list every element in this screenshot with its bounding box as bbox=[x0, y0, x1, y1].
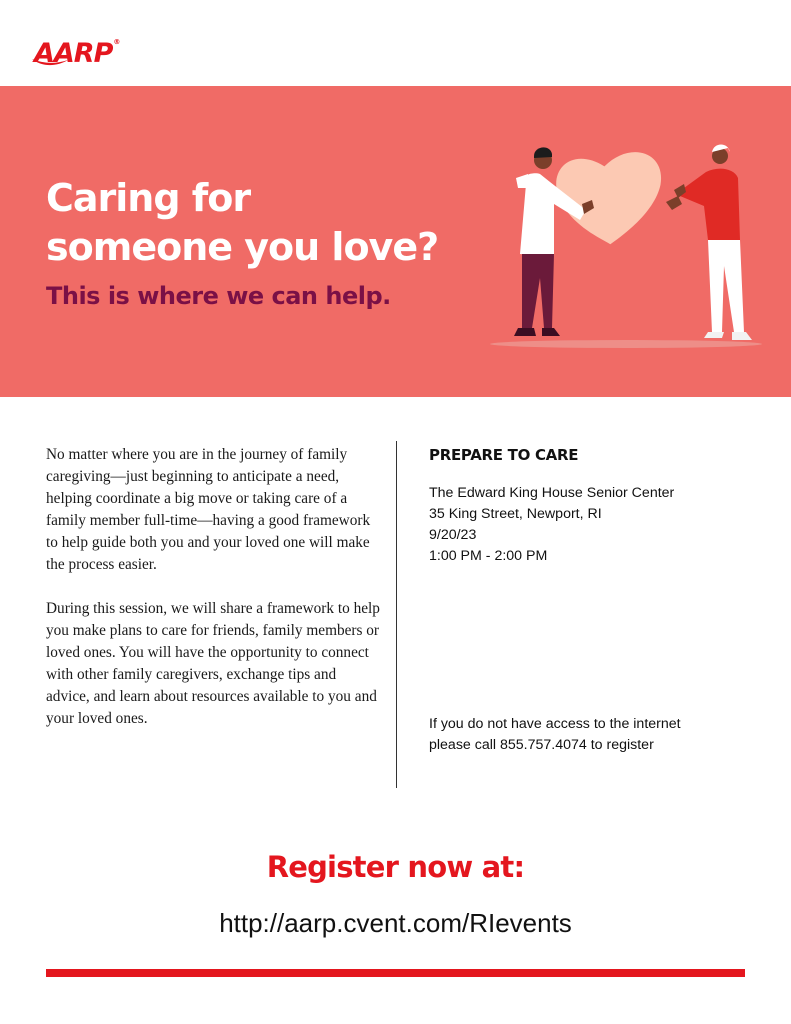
register-url[interactable]: http://aarp.cvent.com/RIevents bbox=[219, 908, 572, 938]
access-note-line: please call 855.757.4074 to register bbox=[429, 737, 654, 753]
body-paragraph: No matter where you are in the journey of family caregiving—just beginning to anticipate a need, helping coordinate a big move or taking care of a family member full-time—having a good framework to help guide both you and your loved one will make the process easier. bbox=[46, 446, 371, 573]
access-note-line: If you do not have access to the internet bbox=[429, 716, 681, 732]
hero-title-line2: someone you love? bbox=[46, 225, 439, 269]
footer-rule bbox=[46, 969, 745, 977]
event-venue: The Edward King House Senior Center bbox=[429, 485, 675, 501]
register-heading: Register now at: bbox=[266, 850, 525, 884]
hero-banner bbox=[0, 86, 791, 397]
aarp-swoosh-icon bbox=[30, 56, 70, 68]
body-paragraph: During this session, we will share a framework to help you make plans to care for friends, family members or loved ones. You will have the opportunity to connect with other family caregivers, exchange tips and advice, and learn about resources available to you and your loved ones. bbox=[46, 600, 380, 727]
phone-registration-note bbox=[429, 714, 759, 756]
logo-registered-mark: ® bbox=[113, 38, 120, 46]
hero-title-line1: Caring for bbox=[46, 176, 251, 220]
column-divider bbox=[396, 441, 397, 788]
hero-subtitle: This is where we can help. bbox=[46, 282, 391, 310]
body-copy bbox=[46, 444, 381, 752]
event-time: 1:00 PM - 2:00 PM bbox=[429, 548, 548, 564]
logo-text: AARP bbox=[34, 38, 113, 69]
hero-title bbox=[46, 174, 438, 272]
event-details bbox=[429, 446, 769, 567]
event-address: 35 King Street, Newport, RI bbox=[429, 506, 602, 522]
event-heading: PREPARE TO CARE bbox=[429, 446, 579, 464]
event-date: 9/20/23 bbox=[429, 527, 477, 543]
caregiver-heart-illustration bbox=[488, 144, 763, 354]
